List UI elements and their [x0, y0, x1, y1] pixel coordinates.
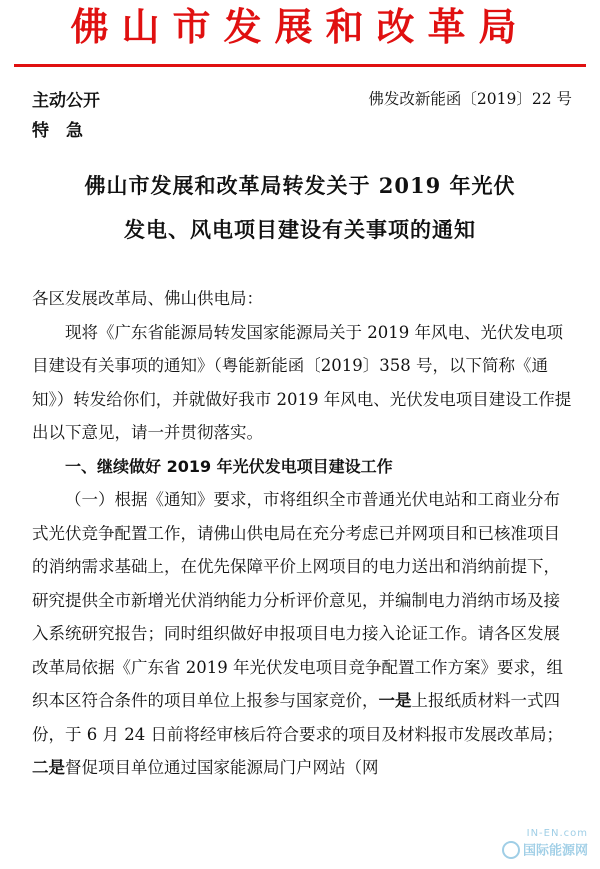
document-title-line-1: 佛山市发展和改革局转发关于 2019 年光伏 — [84, 173, 516, 198]
salutation: 各区发展改革局、佛山供电局： — [32, 289, 263, 308]
globe-icon — [502, 841, 520, 859]
document-number: 佛发改新能函〔2019〕22 号 — [368, 90, 572, 108]
paragraph-1-text-c: 上报纸质材料一式四份，于 6 月 24 日前将经审核后符合要求的项目及材料报市发展改革局； — [32, 691, 563, 744]
paragraph-1-text-d: 督促项目单位通过国家能源局门户网站（网 — [65, 758, 379, 777]
point-two-label: 二是 — [32, 758, 65, 777]
section-heading-1: 一、继续做好 2019 年光伏发电项目建设工作 — [65, 456, 393, 476]
paragraph-1-text-a: （一）根据《通知》要求，市将组织全市普通光伏电站和工商业分布式光伏竞争配置工作，请佛山供电局在充分考虑已并网项目和已核准项目的消纳需求基础上，在优先保障平价上网项目的电力送出和消纳前提下，研究提供全市新增光伏消纳能力分析评价意见，并编制电力消纳市场及接入系统研究报告；同时组织做好申报项目电力接入论证工作。请各区发展改革局依据《广东省 2019 年光伏发电项目竞争配置工作方案》要求，组织本区符合条件的项目单位上报参与国家竞价， — [32, 490, 563, 710]
document-body — [32, 282, 574, 785]
issuer-header: 佛山市发展和改革局 — [70, 4, 530, 49]
document-title — [40, 164, 560, 252]
watermark-domain: IN-EN.com — [526, 828, 588, 839]
watermark — [502, 827, 588, 859]
watermark-brand: 国际能源网 — [522, 843, 588, 859]
disclosure-label: 主动公开 — [32, 91, 100, 111]
red-divider-line — [14, 64, 586, 67]
document-title-line-2: 发电、风电项目建设有关事项的通知 — [124, 217, 476, 242]
point-one-label: 一是 — [378, 691, 412, 710]
paragraph-1 — [32, 483, 574, 785]
urgency-label: 特 急 — [32, 121, 83, 141]
paragraph-intro: 现将《广东省能源局转发国家能源局关于 2019 年风电、光伏发电项目建设有关事项的通知》（粤能新能函〔2019〕358 号，以下简称《通知》）转发给你们，并就做好我市 2019 年风电、光伏发电项目建设工作提出以下意见，请一并贯彻落实。 — [32, 322, 572, 442]
document-meta — [32, 86, 100, 146]
